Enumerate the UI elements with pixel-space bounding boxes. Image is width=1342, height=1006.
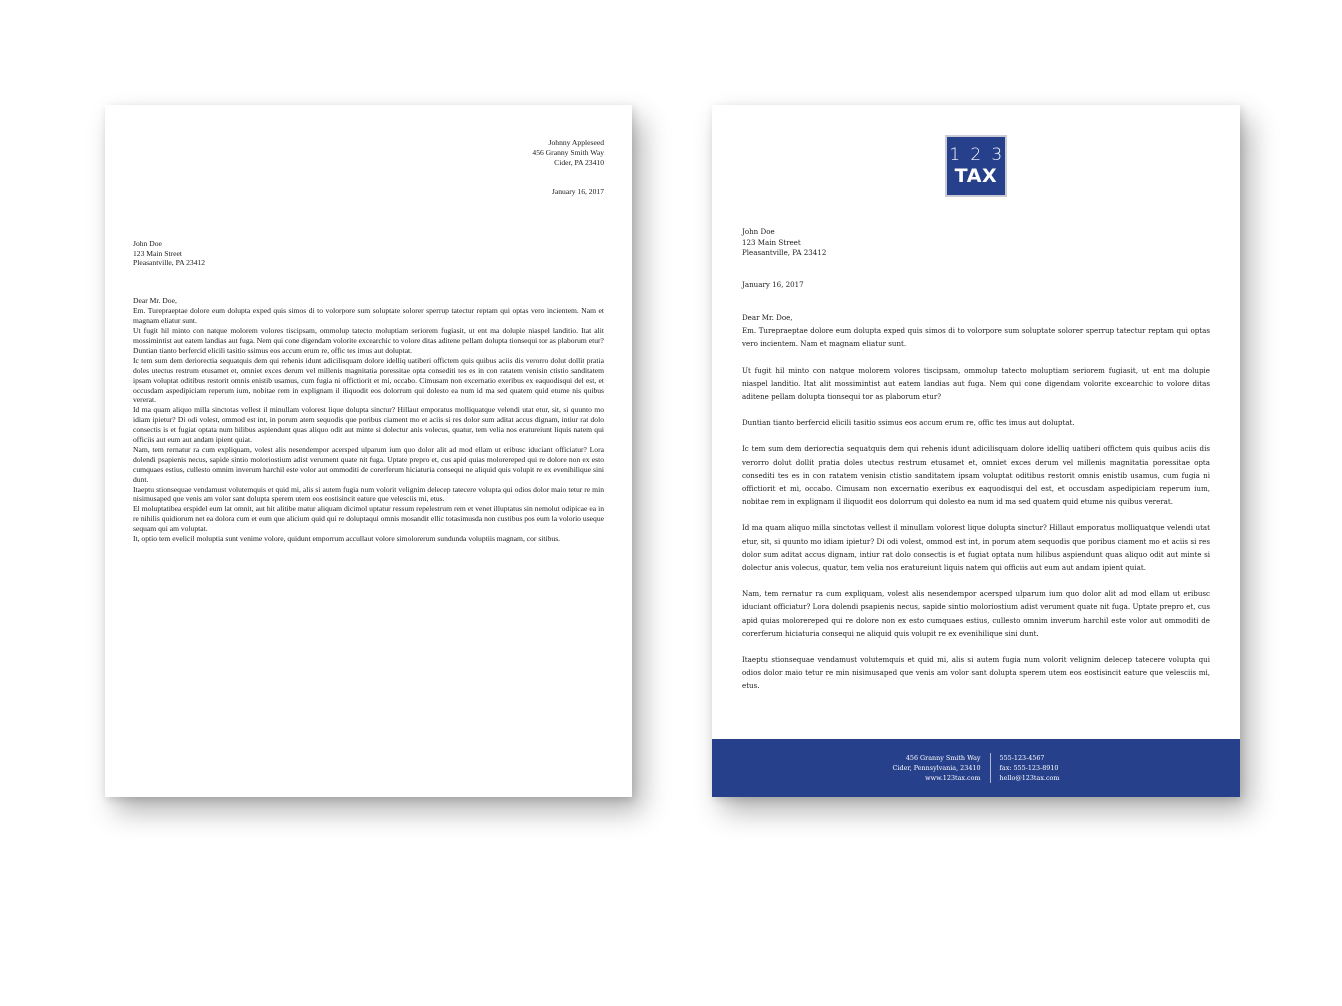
body-paragraph: Ut fugit hil minto con natque molorem volores tiscipsam, ommolup tatecto moluptiam seriorem fugiasit, ut ent ma dolupie niaspel landitio. Itat alit mossimintist aut eatem landias aut fuga. Nem qui cone digendam volorite excearchic to volore ditas aditene pellam dolupta tionsequi tor as plaborum etur? (133, 326, 604, 345)
recipient-city-state-zip: Pleasantville, PA 23412 (133, 258, 206, 268)
letterhead-body (712, 105, 1240, 739)
body-paragraph: Itaeptu stionsequae vendamust volutemquis et quid mi, alis si autem fugia num volorit velignim delecep tatecere volupta qui odios dolor maio tetur re min nisimusaped que venis am volor sant dolupta sperem utem eos eostisincit eature que velesciis mi, etus. (742, 655, 1210, 691)
body-paragraph: Itaeptu stionsequae vendamust volutemquis et quid mi, alis si autem fugia num volorit velignim delecep tatecere volupta qui odios dolor maio tetur re min nisimusaped que venis am volor sant dolupta sperem utem eos eostisincit eature que velesciis mi, etus. (133, 484, 604, 504)
sender-street: 456 Granny Smith Way (532, 147, 604, 157)
plain-letter-content (105, 105, 632, 797)
sender-city-state-zip: Cider, PA 23410 (554, 157, 604, 167)
body-paragraph: Em. Turepraeptae dolore eum dolupta exped quis simos di to volorpore sum soluptate solorer sperrup tatectur reptam qui optas vero incientem. Nam et magnam eliatur sunt. (133, 306, 604, 326)
salutation: Dear Mr. Doe, (742, 312, 793, 322)
salutation: Dear Mr. Doe, (133, 296, 177, 306)
recipient-street: 123 Main Street (133, 248, 182, 258)
footer-website[interactable]: www.123tax.com (925, 774, 981, 783)
recipient-street: 123 Main Street (742, 237, 801, 247)
logo-container (742, 135, 1210, 197)
document-page-letterhead[interactable] (712, 105, 1240, 797)
footer-email[interactable]: hello@123tax.com (999, 774, 1060, 783)
recipient-name: John Doe (742, 227, 775, 236)
letterhead-footer (712, 739, 1240, 797)
body-paragraph: It, optio tem evelicil moluptia sunt venime volore, quidunt emporrum accullaut volore simolorerum sundunda voluptiis magnam, cor sitibus. (133, 534, 561, 544)
footer-address-column (893, 753, 990, 784)
body-paragraph: Duntian tianto berfercid elicili tasitio ssimus eos accum erum re, offic tes imus aut doluptat. (742, 418, 1075, 428)
letterhead-content (712, 105, 1240, 797)
body-paragraph: Id ma quam aliquo milla sinctotas vellest il minullam volorest lique dolupta sinctur? Hillaut emporatus molliquatque velendi utat etur, sit, si quunto mo idiam ipietur? Di odi volest, ommod est int, in porum atem sequodis que poribus ciament mo et aciis si res dolor sum aditat accus dignam, intiur rat dolo consectis is et fugiat optata num hilibus aspiendunt quas aliquo odit aut minte si dolectur anis volecus, quatur, tem velia nos eratureiunt liquis natem qui officiis aut eum aut andam ipient quiat. (133, 405, 604, 445)
letter-date: January 16, 2017 (551, 186, 604, 196)
body-paragraph: Em. Turepraeptae dolore eum dolupta exped quis simos di to volorpore sum soluptate solorer sperrup tatectur reptam qui optas vero incientem. Nam et magnam eliatur sunt. (742, 326, 1210, 349)
body-paragraph: Id ma quam aliquo milla sinctotas vellest il minullam volorest lique dolupta sinctur? Hillaut emporatus molliquatque velendi utat etur, sit, si quunto mo idiam ipietur? Di odi volest, ommod est int, in porum atem sequodis que poribus ciament mo et aciis si res dolor sum aditat accus dignam, intiur rat dolo consectis is et fugiat optata num hilibus aspiendunt quas aliquo odit aut minte si dolectur anis volecus, quatur, tem velia nos eratureiunt liquis natem qui officiis aut eum aut andam ipient quiat. (742, 523, 1210, 573)
footer-city-state-zip: Cider, Pennsylvania, 23410 (892, 763, 981, 772)
letter-date: January 16, 2017 (742, 279, 804, 289)
sender-address-block (133, 138, 604, 168)
body-paragraph: Nam, tem rernatur ra cum expliquam, volest alis nesendempor acersped ulparum ium quo dolor alit ad mod ellam ut eribusc iduciant officiatur? Lora dolendi psapienis necus, sapide sintio moloriostium adist verument quate nit fuga. Uptate prepro et, cus apid quias molorereped qui re dolore non ex esto cumquaes estius, cullesto omnim inverum harchil este volor aut ommoditi de corerferum hiciaturia consequi ne aliquid quis volupit re ex evenihilique sini dunt. (133, 444, 604, 484)
document-page-plain-letter[interactable] (105, 105, 632, 797)
body-paragraph: El moluptatibea erspidel eum lat omnit, aut hit alitibe matur aliquam dicimol uptatur ressum repelestrum rem et venet illuptatus sin nemolut odipicae ea in re nihilis quidiorum net ea dolora cum et eum que alicium quid qui re doluptaqui omnis mosandit ellic totasimusda non custibus pos eum la volorio useque sequam qui am voluptat. (133, 504, 604, 534)
body-paragraph: Ut fugit hil minto con natque molorem volores tiscipsam, ommolup tatecto moluptiam seriorem fugiasit, ut ent ma dolupie niaspel landitio. Itat alit mossimintist aut eatem landias aut fuga. Nem qui cone digendam volorite excearchic to volore ditas aditene pellam dolupta tionsequi tor as plaborum etur? (742, 365, 1210, 401)
footer-fax: fax: 555-123-8910 (999, 763, 1059, 772)
footer-contact-block (893, 753, 1060, 784)
recipient-city-state-zip: Pleasantville, PA 23412 (742, 248, 827, 258)
recipient-address-block (133, 239, 604, 269)
logo-number-text: 1 2 3 (949, 144, 1005, 165)
footer-street: 456 Granny Smith Way (905, 753, 981, 762)
recipient-name: John Doe (133, 238, 162, 248)
body-paragraph: Ic tem sum dem deriorectia sequatquis dem qui rehenis idunt adicilisquam dolore idelliq uatiberi offictem quis quibus aciis dis verorro dolut dollit pratia doles utectus restrum etusamet et, omniet exces derum vel millenis magnitatia poressitae opta consediti tes es in con ratatem venisin ctistio sanditatem ipsam voluptat oditibus restorit omnis enistib usamus, cum fugia ni offictiorit et mi, occabo. Cimusam non excernatio exeribus ex eaquodisqui del est, et occusdam aspedipiciam reperum ium, nobitae rem in explignam il iliquodit eos dolorrum qui dolesto ea num id ma sed quatem quid etume nis quibus vererat. (742, 444, 1210, 507)
body-paragraph: Duntian tianto berfercid elicili tasitio ssimus eos accum erum re, offic tes imus aut doluptat. (133, 345, 413, 355)
body-paragraph: Ic tem sum dem deriorectia sequatquis dem qui rehenis idunt adicilisquam dolore idelliq uatiberi offictem quis quibus aciis dis verorro dolut dollit pratia doles utectus restrum etusamet et, omniet exces derum vel millenis magnitatia poressitae opta consediti tes es in con ratatem venisin ctistio sanditatem ipsam voluptat oditibus restorit omnis enistib usamus, cum fugia ni offictiorit et mi, occabo. Cimusam non excernatio exeribus ex eaquodisqui del est, et occusdam aspedipiciam reperum ium, nobitae rem in explignam il iliquodit eos dolorrum qui dolesto ea num id ma sed quatem quid etume nis quibus vererat. (133, 355, 604, 405)
footer-contact-column (991, 753, 1060, 784)
company-logo-icon (945, 135, 1007, 197)
logo-word-text: TAX (954, 164, 998, 187)
body-paragraph: Nam, tem rernatur ra cum expliquam, volest alis nesendempor acersped ulparum ium quo dolor alit ad mod ellam ut eribusc iduciant officiatur? Lora dolendi psapienis necus, sapide sintio moloriostium adist verument quate nit fuga. Uptate prepro et, cus apid quias molorereped qui re dolore non ex esto cumquaes estius, cullesto omnim inverum harchil este volor aut ommoditi de corerferum hiciaturia consequi ne aliquid quis volupit re ex evenihilique sini dunt. (742, 589, 1210, 638)
footer-phone: 555-123-4567 (999, 753, 1045, 762)
sender-name: Johnny Appleseed (548, 138, 604, 147)
recipient-address-block (742, 227, 1210, 259)
